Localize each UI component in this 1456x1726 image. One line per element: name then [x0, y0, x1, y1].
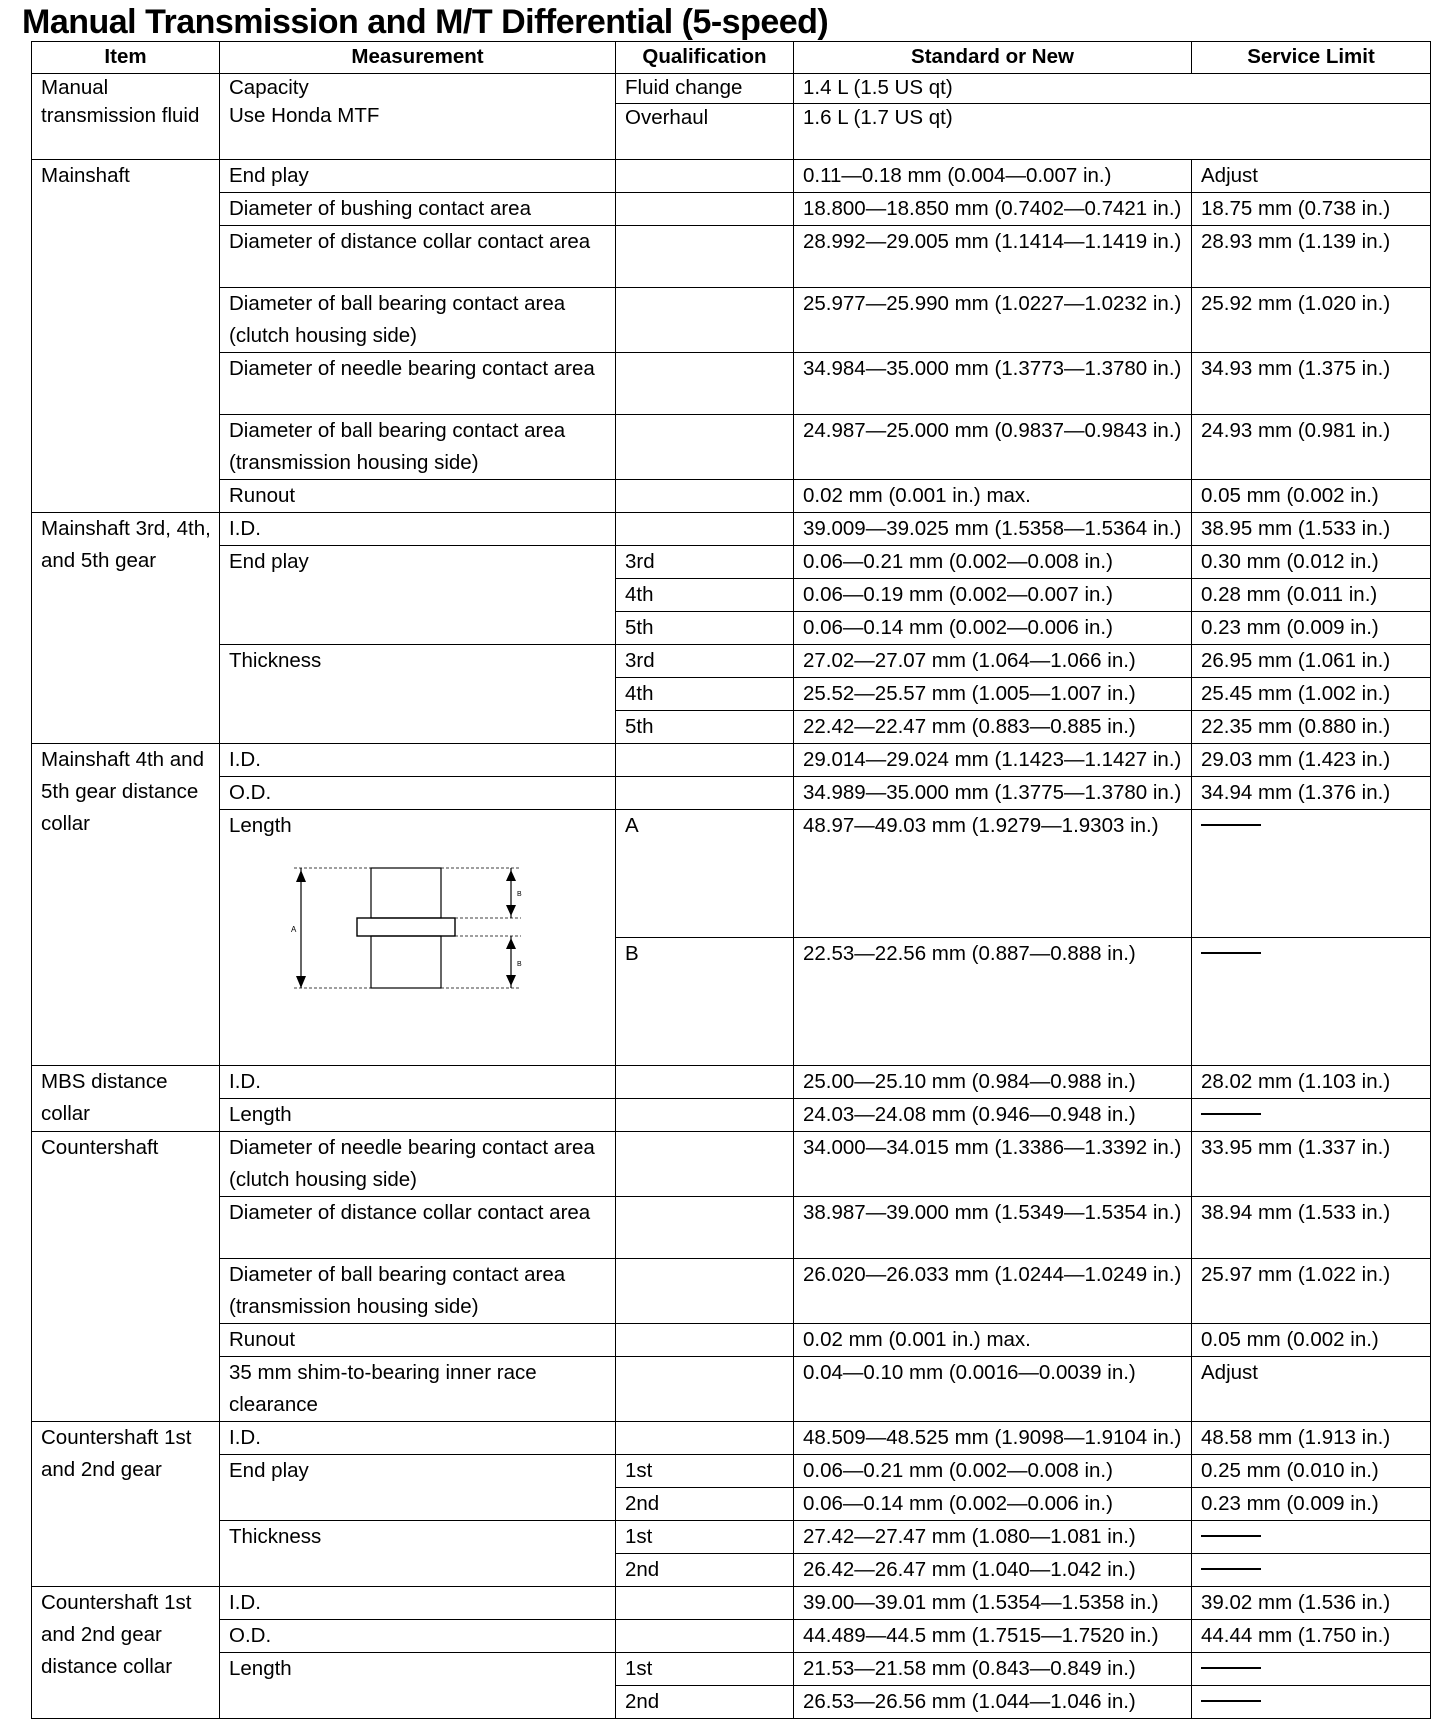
standard-cell: 25.52—25.57 mm (1.005—1.007 in.) [794, 678, 1192, 711]
qualification-cell [616, 226, 794, 288]
table-row [32, 353, 1431, 415]
qualification-cell [616, 480, 794, 513]
limit-cell: 0.23 mm (0.009 in.) [1192, 1488, 1431, 1521]
standard-cell: 0.04—0.10 mm (0.0016—0.0039 in.) [794, 1357, 1192, 1422]
not-applicable-dash [1201, 1113, 1261, 1115]
table-row [32, 226, 1431, 288]
qualification-cell: 3rd [616, 645, 794, 678]
header-item: Item [32, 42, 220, 74]
limit-cell [1192, 1521, 1431, 1554]
standard-cell: 27.42—27.47 mm (1.080—1.081 in.) [794, 1521, 1192, 1554]
standard-cell: 0.06—0.14 mm (0.002—0.006 in.) [794, 612, 1192, 645]
standard-cell: 27.02—27.07 mm (1.064—1.066 in.) [794, 645, 1192, 678]
measurement-cell: Diameter of bushing contact area [220, 193, 616, 226]
standard-cell: 34.984—35.000 mm (1.3773—1.3780 in.) [794, 353, 1192, 415]
standard-cell: 26.020—26.033 mm (1.0244—1.0249 in.) [794, 1259, 1192, 1324]
qualification-cell: 5th [616, 711, 794, 744]
limit-cell: 0.28 mm (0.011 in.) [1192, 579, 1431, 612]
item-cell: MBS distance collar [32, 1066, 220, 1132]
limit-cell: 38.94 mm (1.533 in.) [1192, 1197, 1431, 1259]
limit-cell: 0.05 mm (0.002 in.) [1192, 480, 1431, 513]
qualification-cell [616, 1357, 794, 1422]
measurement-cell: Diameter of ball bearing contact area (transmission housing side) [220, 415, 616, 480]
measurement-cell: I.D. [220, 744, 616, 777]
page-title: Manual Transmission and M/T Differential (5-speed) [22, 3, 829, 41]
arrowhead-icon [506, 938, 516, 949]
measurement-cell: End play [220, 160, 616, 193]
limit-cell: 39.02 mm (1.536 in.) [1192, 1587, 1431, 1620]
qualification-cell: 1st [616, 1521, 794, 1554]
diagram-label-b: B [517, 891, 522, 898]
qualification-cell [616, 513, 794, 546]
qualification-cell [616, 193, 794, 226]
qualification-cell [616, 1197, 794, 1259]
measurement-cell: I.D. [220, 1066, 616, 1099]
standard-cell: 21.53—21.58 mm (0.843—0.849 in.) [794, 1653, 1192, 1686]
collar-diagram [289, 866, 529, 1006]
standard-cell: 0.06—0.21 mm (0.002—0.008 in.) [794, 546, 1192, 579]
table-row [32, 1521, 1431, 1554]
limit-cell: 22.35 mm (0.880 in.) [1192, 711, 1431, 744]
not-applicable-dash [1201, 1535, 1261, 1537]
item-cell: Countershaft [32, 1132, 220, 1422]
qualification-cell: 5th [616, 612, 794, 645]
qualification-cell [616, 353, 794, 415]
item-cell: Mainshaft [32, 160, 220, 513]
spec-table [31, 41, 1431, 1719]
arrowhead-icon [506, 975, 516, 986]
qualification-cell: Fluid change [616, 74, 794, 104]
limit-cell: 28.93 mm (1.139 in.) [1192, 226, 1431, 288]
qualification-cell: 4th [616, 678, 794, 711]
qualification-cell [616, 1324, 794, 1357]
limit-cell [1192, 1554, 1431, 1587]
qualification-cell: A [616, 810, 794, 938]
table-row [32, 1259, 1431, 1324]
limit-cell: 25.45 mm (1.002 in.) [1192, 678, 1431, 711]
table-row [32, 1132, 1431, 1197]
arrowhead-icon [506, 870, 516, 881]
measurement-cell: Diameter of needle bearing contact area [220, 353, 616, 415]
arrowhead-icon [296, 976, 306, 988]
table-row [32, 1620, 1431, 1653]
standard-cell: 48.97—49.03 mm (1.9279—1.9303 in.) [794, 810, 1192, 938]
table-row [32, 74, 1431, 104]
limit-cell: 28.02 mm (1.103 in.) [1192, 1066, 1431, 1099]
limit-cell: 29.03 mm (1.423 in.) [1192, 744, 1431, 777]
header-measurement: Measurement [220, 42, 616, 74]
table-row [32, 193, 1431, 226]
limit-cell: 18.75 mm (0.738 in.) [1192, 193, 1431, 226]
standard-cell: 1.4 L (1.5 US qt) [794, 74, 1431, 104]
standard-cell: 0.02 mm (0.001 in.) max. [794, 480, 1192, 513]
limit-cell: 44.44 mm (1.750 in.) [1192, 1620, 1431, 1653]
measurement-cell: O.D. [220, 777, 616, 810]
arrowhead-icon [296, 870, 306, 882]
limit-cell: 0.05 mm (0.002 in.) [1192, 1324, 1431, 1357]
limit-cell: Adjust [1192, 1357, 1431, 1422]
table-row [32, 546, 1431, 579]
standard-cell: 38.987—39.000 mm (1.5349—1.5354 in.) [794, 1197, 1192, 1259]
limit-cell [1192, 1099, 1431, 1132]
table-row [32, 1422, 1431, 1455]
header-standard: Standard or New [794, 42, 1192, 74]
qualification-cell: 2nd [616, 1554, 794, 1587]
measurement-cell: 35 mm shim-to-bearing inner race clearance [220, 1357, 616, 1422]
table-row [32, 160, 1431, 193]
standard-cell: 0.06—0.14 mm (0.002—0.006 in.) [794, 1488, 1192, 1521]
collar-flange [357, 918, 455, 936]
not-applicable-dash [1201, 1568, 1261, 1570]
measurement-cell: Diameter of ball bearing contact area (transmission housing side) [220, 1259, 616, 1324]
measurement-cell: Diameter of distance collar contact area [220, 226, 616, 288]
item-cell: Countershaft 1st and 2nd gear distance collar [32, 1587, 220, 1719]
standard-cell: 25.977—25.990 mm (1.0227—1.0232 in.) [794, 288, 1192, 353]
not-applicable-dash [1201, 952, 1261, 954]
header-row [32, 42, 1431, 74]
limit-cell: 34.94 mm (1.376 in.) [1192, 777, 1431, 810]
measurement-cell: End play [220, 546, 616, 645]
measurement-cell: Runout [220, 480, 616, 513]
table-row [32, 513, 1431, 546]
qualification-cell: Overhaul [616, 104, 794, 160]
item-cell: Mainshaft 4th and 5th gear distance collar [32, 744, 220, 1066]
standard-cell: 26.42—26.47 mm (1.040—1.042 in.) [794, 1554, 1192, 1587]
table-row [32, 777, 1431, 810]
table-row [32, 1653, 1431, 1686]
standard-cell: 18.800—18.850 mm (0.7402—0.7421 in.) [794, 193, 1192, 226]
table-row [32, 1357, 1431, 1422]
qualification-cell [616, 1099, 794, 1132]
standard-cell: 0.02 mm (0.001 in.) max. [794, 1324, 1192, 1357]
table-row [32, 288, 1431, 353]
standard-cell: 0.06—0.19 mm (0.002—0.007 in.) [794, 579, 1192, 612]
table-row [32, 1066, 1431, 1099]
qualification-cell: 4th [616, 579, 794, 612]
not-applicable-dash [1201, 1700, 1261, 1702]
qualification-cell [616, 1066, 794, 1099]
qualification-cell [616, 160, 794, 193]
item-cell: Manual transmission fluid [32, 74, 220, 160]
measurement-cell: Runout [220, 1324, 616, 1357]
qualification-cell: 2nd [616, 1488, 794, 1521]
diagram-label-a: A [291, 925, 297, 934]
measurement-cell: Length [220, 1099, 616, 1132]
qualification-cell [616, 1587, 794, 1620]
item-cell: Mainshaft 3rd, 4th, and 5th gear [32, 513, 220, 744]
measurement-cell: I.D. [220, 1422, 616, 1455]
header-service-limit: Service Limit [1192, 42, 1431, 74]
measurement-cell: Thickness [220, 645, 616, 744]
limit-cell: 33.95 mm (1.337 in.) [1192, 1132, 1431, 1197]
measurement-cell: Diameter of needle bearing contact area (clutch housing side) [220, 1132, 616, 1197]
measurement-cell: O.D. [220, 1620, 616, 1653]
table-row [32, 645, 1431, 678]
table-row [32, 810, 1431, 938]
measurement-cell: I.D. [220, 513, 616, 546]
qualification-cell [616, 415, 794, 480]
limit-cell [1192, 1653, 1431, 1686]
standard-cell: 1.6 L (1.7 US qt) [794, 104, 1431, 160]
qualification-cell [616, 288, 794, 353]
standard-cell: 29.014—29.024 mm (1.1423—1.1427 in.) [794, 744, 1192, 777]
not-applicable-dash [1201, 824, 1261, 826]
collar-upper [371, 868, 441, 918]
standard-cell: 22.53—22.56 mm (0.887—0.888 in.) [794, 938, 1192, 1066]
measurement-cell: Thickness [220, 1521, 616, 1587]
measurement-cell: End play [220, 1455, 616, 1521]
limit-cell: Adjust [1192, 160, 1431, 193]
table-row [32, 1324, 1431, 1357]
qualification-cell [616, 744, 794, 777]
limit-cell: 0.30 mm (0.012 in.) [1192, 546, 1431, 579]
diagram-label-b: B [517, 961, 522, 968]
qualification-cell: 1st [616, 1455, 794, 1488]
standard-cell: 39.00—39.01 mm (1.5354—1.5358 in.) [794, 1587, 1192, 1620]
standard-cell: 0.06—0.21 mm (0.002—0.008 in.) [794, 1455, 1192, 1488]
limit-cell: 0.23 mm (0.009 in.) [1192, 612, 1431, 645]
standard-cell: 39.009—39.025 mm (1.5358—1.5364 in.) [794, 513, 1192, 546]
measurement-cell [220, 810, 616, 1066]
qualification-cell [616, 1259, 794, 1324]
measurement-cell: Diameter of distance collar contact area [220, 1197, 616, 1259]
not-applicable-dash [1201, 1667, 1261, 1669]
standard-cell: 26.53—26.56 mm (1.044—1.046 in.) [794, 1686, 1192, 1719]
limit-cell: 25.92 mm (1.020 in.) [1192, 288, 1431, 353]
standard-cell: 22.42—22.47 mm (0.883—0.885 in.) [794, 711, 1192, 744]
limit-cell: 25.97 mm (1.022 in.) [1192, 1259, 1431, 1324]
limit-cell: 0.25 mm (0.010 in.) [1192, 1455, 1431, 1488]
table-row [32, 1099, 1431, 1132]
qualification-cell: 3rd [616, 546, 794, 579]
measurement-cell: I.D. [220, 1587, 616, 1620]
arrowhead-icon [506, 905, 516, 916]
limit-cell [1192, 938, 1431, 1066]
standard-cell: 44.489—44.5 mm (1.7515—1.7520 in.) [794, 1620, 1192, 1653]
table-row [32, 415, 1431, 480]
qualification-cell: 2nd [616, 1686, 794, 1719]
limit-cell: 34.93 mm (1.375 in.) [1192, 353, 1431, 415]
standard-cell: 25.00—25.10 mm (0.984—0.988 in.) [794, 1066, 1192, 1099]
qualification-cell [616, 1422, 794, 1455]
table-row [32, 744, 1431, 777]
standard-cell: 28.992—29.005 mm (1.1414—1.1419 in.) [794, 226, 1192, 288]
limit-cell: 24.93 mm (0.981 in.) [1192, 415, 1431, 480]
limit-cell: 26.95 mm (1.061 in.) [1192, 645, 1431, 678]
standard-cell: 34.989—35.000 mm (1.3775—1.3780 in.) [794, 777, 1192, 810]
standard-cell: 24.987—25.000 mm (0.9837—0.9843 in.) [794, 415, 1192, 480]
item-cell: Countershaft 1st and 2nd gear [32, 1422, 220, 1587]
qualification-cell [616, 1132, 794, 1197]
qualification-cell [616, 1620, 794, 1653]
measurement-text: Capacity [229, 76, 309, 99]
standard-cell: 0.11—0.18 mm (0.004—0.007 in.) [794, 160, 1192, 193]
table-row [32, 1587, 1431, 1620]
limit-cell [1192, 810, 1431, 938]
header-qualification: Qualification [616, 42, 794, 74]
limit-cell: 38.95 mm (1.533 in.) [1192, 513, 1431, 546]
measurement-text: Length [229, 814, 292, 837]
measurement-cell: Length [220, 1653, 616, 1719]
qualification-cell [616, 777, 794, 810]
standard-cell: 24.03—24.08 mm (0.946—0.948 in.) [794, 1099, 1192, 1132]
table-row [32, 1197, 1431, 1259]
limit-cell [1192, 1686, 1431, 1719]
table-row [32, 1455, 1431, 1488]
measurement-cell [220, 74, 616, 160]
table-row [32, 480, 1431, 513]
measurement-cell: Diameter of ball bearing contact area (clutch housing side) [220, 288, 616, 353]
measurement-text: Use Honda MTF [229, 104, 380, 127]
qualification-cell: 1st [616, 1653, 794, 1686]
standard-cell: 34.000—34.015 mm (1.3386—1.3392 in.) [794, 1132, 1192, 1197]
limit-cell: 48.58 mm (1.913 in.) [1192, 1422, 1431, 1455]
standard-cell: 48.509—48.525 mm (1.9098—1.9104 in.) [794, 1422, 1192, 1455]
collar-lower [371, 936, 441, 988]
qualification-cell: B [616, 938, 794, 1066]
